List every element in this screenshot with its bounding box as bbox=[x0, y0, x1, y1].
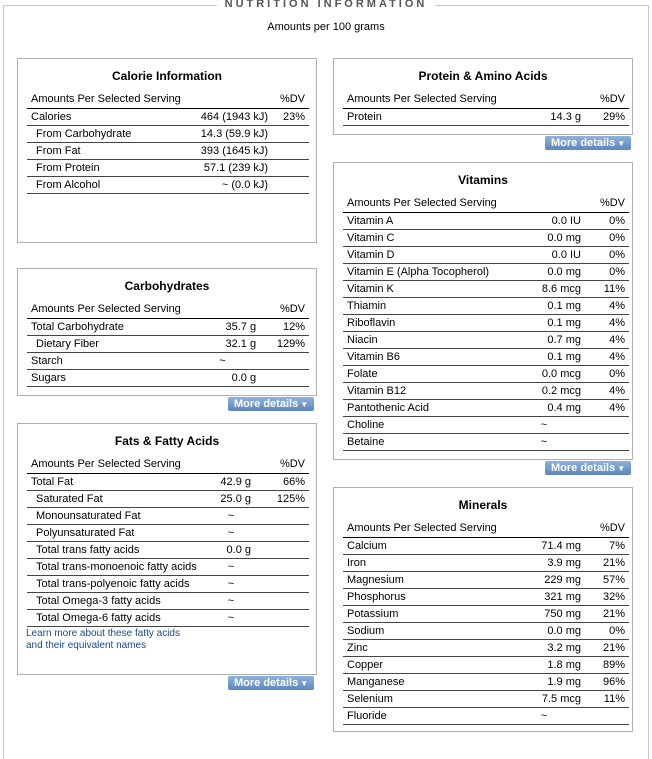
column-header-serving: Amounts Per Selected Serving bbox=[343, 519, 503, 537]
nutrient-dv: 11% bbox=[585, 280, 629, 297]
protein-more-details-button[interactable]: More details ▼ bbox=[545, 136, 631, 150]
nutrient-dv: 125% bbox=[255, 490, 309, 507]
nutrient-value: 32.1 g bbox=[185, 335, 260, 352]
nutrient-name: Monounsaturated Fat bbox=[27, 507, 207, 524]
nutrient-name: Sugars bbox=[27, 369, 185, 386]
nutrient-value: 464 (1943 kJ) bbox=[185, 108, 272, 125]
nutrient-value: 0.7 mg bbox=[503, 331, 585, 348]
nutrient-dv: 4% bbox=[585, 399, 629, 416]
nutrient-value: 0.0 IU bbox=[503, 246, 585, 263]
table-row bbox=[27, 352, 309, 369]
minerals-title: Minerals bbox=[458, 498, 508, 512]
nutrient-value: 0.1 mg bbox=[503, 297, 585, 314]
nutrient-value: 42.9 g bbox=[207, 473, 255, 490]
nutrient-name: Saturated Fat bbox=[27, 490, 207, 507]
vitamins-more-details-button[interactable]: More details ▼ bbox=[545, 461, 631, 475]
column-header-value bbox=[185, 300, 260, 318]
nutrient-name: Vitamin K bbox=[343, 280, 503, 297]
nutrient-value: ~ bbox=[503, 707, 585, 724]
column-header-dv: %DV bbox=[585, 519, 629, 537]
table-row bbox=[343, 297, 629, 314]
chevron-down-icon: ▼ bbox=[617, 139, 626, 148]
nutrient-value: 0.4 mg bbox=[503, 399, 585, 416]
chevron-down-icon: ▼ bbox=[300, 679, 309, 688]
nutrient-dv: 4% bbox=[585, 331, 629, 348]
table-row bbox=[27, 108, 309, 125]
nutrient-name: Dietary Fiber bbox=[27, 335, 185, 352]
nutrient-dv bbox=[255, 507, 309, 524]
table-row bbox=[343, 212, 629, 229]
nutrient-value: ~ bbox=[207, 524, 255, 541]
nutrient-value: 25.0 g bbox=[207, 490, 255, 507]
nutrient-dv: 29% bbox=[585, 108, 629, 125]
table-row bbox=[343, 382, 629, 399]
nutrient-dv: 0% bbox=[585, 246, 629, 263]
nutrient-name: Vitamin B12 bbox=[343, 382, 503, 399]
chevron-down-icon: ▼ bbox=[300, 400, 309, 409]
table-row bbox=[343, 571, 629, 588]
nutrient-name: Total Omega-6 fatty acids bbox=[27, 609, 207, 626]
table-row bbox=[343, 588, 629, 605]
minerals-table bbox=[343, 519, 629, 725]
table-header-row bbox=[27, 300, 309, 318]
nutrient-dv bbox=[272, 142, 309, 159]
nutrient-name: Betaine bbox=[343, 433, 503, 450]
nutrient-value: 321 mg bbox=[503, 588, 585, 605]
protein-table bbox=[343, 90, 629, 126]
nutrient-dv: 0% bbox=[585, 212, 629, 229]
nutrient-name: Fluoride bbox=[343, 707, 503, 724]
table-row bbox=[27, 609, 309, 626]
nutrient-value: 71.4 mg bbox=[503, 537, 585, 554]
nutrient-name: Manganese bbox=[343, 673, 503, 690]
protein-title: Protein & Amino Acids bbox=[418, 69, 548, 83]
table-row bbox=[343, 246, 629, 263]
nutrient-dv bbox=[255, 609, 309, 626]
nutrient-name: Vitamin D bbox=[343, 246, 503, 263]
table-row bbox=[27, 592, 309, 609]
nutrient-name: Magnesium bbox=[343, 571, 503, 588]
nutrient-value: ~ bbox=[207, 558, 255, 575]
nutrient-name: Choline bbox=[343, 416, 503, 433]
nutrient-name: Protein bbox=[343, 108, 503, 125]
nutrient-value: ~ bbox=[207, 507, 255, 524]
table-row bbox=[27, 558, 309, 575]
nutrient-value: 0.2 mcg bbox=[503, 382, 585, 399]
nutrient-name: Folate bbox=[343, 365, 503, 382]
table-row bbox=[27, 318, 309, 335]
table-row bbox=[343, 365, 629, 382]
nutrient-name: Vitamin B6 bbox=[343, 348, 503, 365]
nutrient-dv bbox=[585, 707, 629, 724]
table-row bbox=[27, 473, 309, 490]
table-row bbox=[27, 159, 309, 176]
table-row bbox=[343, 348, 629, 365]
nutrient-value: 1.9 mg bbox=[503, 673, 585, 690]
nutrient-name: Zinc bbox=[343, 639, 503, 656]
nutrient-name: Phosphorus bbox=[343, 588, 503, 605]
nutrient-dv: 4% bbox=[585, 314, 629, 331]
table-row bbox=[343, 707, 629, 724]
nutrient-dv: 0% bbox=[585, 622, 629, 639]
nutrient-dv: 0% bbox=[585, 263, 629, 280]
table-row bbox=[343, 673, 629, 690]
column-header-serving: Amounts Per Selected Serving bbox=[27, 455, 207, 473]
nutrient-name: Total trans-polyenoic fatty acids bbox=[27, 575, 207, 592]
calorie-title: Calorie Information bbox=[111, 69, 222, 83]
nutrient-name: Total Fat bbox=[27, 473, 207, 490]
nutrient-name: Copper bbox=[343, 656, 503, 673]
column-header-value bbox=[503, 194, 585, 212]
nutrient-dv: 21% bbox=[585, 639, 629, 656]
column-header-dv: %DV bbox=[585, 90, 629, 108]
nutrient-dv: 23% bbox=[272, 108, 309, 125]
page-subtitle: Amounts per 100 grams bbox=[267, 21, 385, 33]
nutrient-value: ~ (0.0 kJ) bbox=[185, 176, 272, 193]
table-row bbox=[27, 575, 309, 592]
nutrient-name: From Alcohol bbox=[27, 176, 185, 193]
table-header-row bbox=[27, 90, 309, 108]
table-row bbox=[343, 263, 629, 280]
nutrient-dv: 0% bbox=[585, 229, 629, 246]
nutrient-name: Total Omega-3 fatty acids bbox=[27, 592, 207, 609]
table-row bbox=[343, 554, 629, 571]
nutrient-dv bbox=[255, 592, 309, 609]
nutrient-name: Starch bbox=[27, 352, 185, 369]
nutrient-value: 0.0 mcg bbox=[503, 365, 585, 382]
nutrient-dv: 89% bbox=[585, 656, 629, 673]
nutrient-name: Iron bbox=[343, 554, 503, 571]
nutrient-dv: 96% bbox=[585, 673, 629, 690]
nutrient-name: Potassium bbox=[343, 605, 503, 622]
nutrient-dv: 4% bbox=[585, 297, 629, 314]
nutrient-name: Sodium bbox=[343, 622, 503, 639]
table-row bbox=[27, 142, 309, 159]
table-row bbox=[343, 690, 629, 707]
page-title: NUTRITION INFORMATION bbox=[0, 0, 652, 10]
nutrient-dv bbox=[255, 575, 309, 592]
table-row bbox=[343, 108, 629, 125]
table-header-row bbox=[343, 519, 629, 537]
table-row bbox=[27, 490, 309, 507]
nutrient-dv bbox=[260, 369, 309, 386]
nutrient-dv: 0% bbox=[585, 365, 629, 382]
nutrient-dv: 12% bbox=[260, 318, 309, 335]
column-header-serving: Amounts Per Selected Serving bbox=[343, 90, 503, 108]
nutrient-value: 14.3 g bbox=[503, 108, 585, 125]
nutrient-dv bbox=[585, 433, 629, 450]
table-header-row bbox=[27, 455, 309, 473]
nutrient-dv: 4% bbox=[585, 382, 629, 399]
table-row bbox=[27, 176, 309, 193]
nutrient-dv bbox=[272, 125, 309, 142]
nutrient-value: 7.5 mcg bbox=[503, 690, 585, 707]
column-header-value bbox=[503, 90, 585, 108]
carbs-more-details-button[interactable]: More details ▼ bbox=[228, 397, 314, 411]
table-header-row bbox=[343, 90, 629, 108]
table-row bbox=[343, 229, 629, 246]
nutrient-value: 1.8 mg bbox=[503, 656, 585, 673]
nutrient-value: 0.0 IU bbox=[503, 212, 585, 229]
column-header-dv: %DV bbox=[585, 194, 629, 212]
nutrient-value: ~ bbox=[503, 433, 585, 450]
nutrient-name: From Fat bbox=[27, 142, 185, 159]
nutrient-dv: 66% bbox=[255, 473, 309, 490]
nutrient-value: 393 (1645 kJ) bbox=[185, 142, 272, 159]
column-header-dv: %DV bbox=[255, 455, 309, 473]
nutrient-dv: 7% bbox=[585, 537, 629, 554]
nutrient-value: 0.1 mg bbox=[503, 348, 585, 365]
table-row bbox=[27, 541, 309, 558]
nutrient-value: ~ bbox=[207, 609, 255, 626]
nutrient-name: From Carbohydrate bbox=[27, 125, 185, 142]
nutrient-dv: 11% bbox=[585, 690, 629, 707]
table-row bbox=[27, 507, 309, 524]
table-row bbox=[343, 656, 629, 673]
nutrient-value: 750 mg bbox=[503, 605, 585, 622]
nutrient-value: 3.2 mg bbox=[503, 639, 585, 656]
nutrient-value: ~ bbox=[207, 575, 255, 592]
nutrient-dv: 57% bbox=[585, 571, 629, 588]
nutrient-dv: 21% bbox=[585, 554, 629, 571]
vitamins-table bbox=[343, 194, 629, 451]
column-header-serving: Amounts Per Selected Serving bbox=[27, 90, 185, 108]
nutrient-value: 35.7 g bbox=[185, 318, 260, 335]
nutrient-value: 229 mg bbox=[503, 571, 585, 588]
nutrient-name: Riboflavin bbox=[343, 314, 503, 331]
nutrient-value: ~ bbox=[185, 352, 260, 369]
chevron-down-icon: ▼ bbox=[617, 464, 626, 473]
fats-title: Fats & Fatty Acids bbox=[114, 434, 220, 448]
nutrient-value: 0.0 mg bbox=[503, 622, 585, 639]
nutrient-dv bbox=[255, 524, 309, 541]
nutrient-name: Total trans-monoenoic fatty acids bbox=[27, 558, 207, 575]
nutrient-value: 0.0 g bbox=[207, 541, 255, 558]
nutrient-name: Vitamin E (Alpha Tocopherol) bbox=[343, 263, 503, 280]
table-row bbox=[343, 639, 629, 656]
nutrient-name: Polyunsaturated Fat bbox=[27, 524, 207, 541]
nutrient-value: 0.1 mg bbox=[503, 314, 585, 331]
nutrient-dv bbox=[255, 558, 309, 575]
table-row bbox=[343, 537, 629, 554]
nutrient-name: Pantothenic Acid bbox=[343, 399, 503, 416]
nutrient-name: Vitamin C bbox=[343, 229, 503, 246]
table-row bbox=[343, 280, 629, 297]
table-row bbox=[27, 125, 309, 142]
nutrient-name: Vitamin A bbox=[343, 212, 503, 229]
nutrient-value: 0.0 g bbox=[185, 369, 260, 386]
table-row bbox=[343, 314, 629, 331]
table-row bbox=[343, 605, 629, 622]
nutrient-value: ~ bbox=[207, 592, 255, 609]
table-row bbox=[343, 416, 629, 433]
table-row bbox=[27, 335, 309, 352]
nutrient-value: 0.0 mg bbox=[503, 263, 585, 280]
column-header-value bbox=[503, 519, 585, 537]
table-header-row bbox=[343, 194, 629, 212]
nutrient-value: 57.1 (239 kJ) bbox=[185, 159, 272, 176]
learn-more-fatty-acids-link[interactable]: Learn more about these fatty acids and their equivalent names bbox=[26, 628, 180, 651]
nutrient-name: From Protein bbox=[27, 159, 185, 176]
nutrient-value: 8.6 mcg bbox=[503, 280, 585, 297]
fats-more-details-button[interactable]: More details ▼ bbox=[228, 676, 314, 690]
carbs-table bbox=[27, 300, 309, 387]
nutrient-dv: 32% bbox=[585, 588, 629, 605]
nutrient-name: Total trans fatty acids bbox=[27, 541, 207, 558]
table-row bbox=[27, 524, 309, 541]
nutrient-name: Selenium bbox=[343, 690, 503, 707]
table-row bbox=[27, 369, 309, 386]
nutrient-name: Niacin bbox=[343, 331, 503, 348]
column-header-dv: %DV bbox=[260, 300, 309, 318]
nutrient-name: Calcium bbox=[343, 537, 503, 554]
fats-table bbox=[27, 455, 309, 627]
nutrient-value: ~ bbox=[503, 416, 585, 433]
nutrient-dv: 21% bbox=[585, 605, 629, 622]
nutrient-value: 3.9 mg bbox=[503, 554, 585, 571]
nutrient-dv bbox=[272, 176, 309, 193]
table-row bbox=[343, 399, 629, 416]
nutrient-name: Thiamin bbox=[343, 297, 503, 314]
nutrient-name: Calories bbox=[27, 108, 185, 125]
calorie-table bbox=[27, 90, 309, 194]
nutrient-dv bbox=[260, 352, 309, 369]
column-header-value bbox=[207, 455, 255, 473]
table-row bbox=[343, 433, 629, 450]
nutrient-value: 0.0 mg bbox=[503, 229, 585, 246]
nutrient-dv bbox=[272, 159, 309, 176]
column-header-value bbox=[185, 90, 272, 108]
table-row bbox=[343, 331, 629, 348]
column-header-serving: Amounts Per Selected Serving bbox=[343, 194, 503, 212]
column-header-serving: Amounts Per Selected Serving bbox=[27, 300, 185, 318]
vitamins-title: Vitamins bbox=[458, 173, 508, 187]
table-row bbox=[343, 622, 629, 639]
nutrient-name: Total Carbohydrate bbox=[27, 318, 185, 335]
carbs-title: Carbohydrates bbox=[124, 279, 210, 293]
nutrient-dv: 4% bbox=[585, 348, 629, 365]
nutrient-value: 14.3 (59.9 kJ) bbox=[185, 125, 272, 142]
nutrient-dv bbox=[255, 541, 309, 558]
nutrient-dv bbox=[585, 416, 629, 433]
column-header-dv: %DV bbox=[272, 90, 309, 108]
nutrient-dv: 129% bbox=[260, 335, 309, 352]
